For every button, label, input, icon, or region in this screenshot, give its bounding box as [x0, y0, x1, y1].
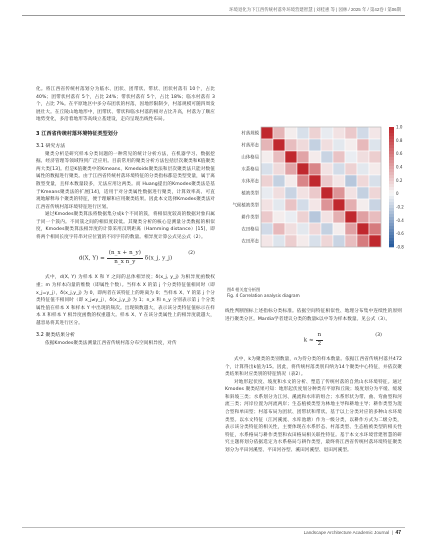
heatmap-cell: [345, 223, 357, 235]
colorbar-segment: [389, 166, 394, 169]
heatmap-cell: [273, 199, 285, 211]
formula-3-numerator: n: [316, 332, 324, 341]
colorbar-segment: [389, 130, 394, 133]
colorbar-segment: [389, 238, 394, 241]
heatmap-cell: [285, 187, 297, 199]
heatmap-cell: [297, 151, 309, 163]
heatmap-cell: [321, 163, 333, 175]
colorbar-segment: [389, 202, 394, 205]
formula-2-fraction: [107, 250, 143, 266]
colorbar-segment: [389, 181, 394, 184]
page-footer: Landscape Architecture Academic Journal | 47: [303, 530, 401, 536]
heatmap-row-label: 气候植被类型: [232, 203, 259, 209]
heatmap-cell: [345, 175, 357, 187]
heatmap-row-label: 耕作类型: [241, 215, 259, 221]
heatmap-cell: [333, 187, 345, 199]
heatmap-cell: [261, 127, 273, 139]
heatmap-cell: [333, 235, 345, 247]
colorbar-segment: [389, 196, 394, 199]
paragraph-3-2: 依据Kmodes聚类法测量江西省传统村落分布空间相异度，对传: [45, 340, 177, 346]
heatmap-cell: [321, 199, 333, 211]
heatmap-cell: [297, 223, 309, 235]
heatmap-cell: [321, 223, 333, 235]
formula-3-denominator: 2: [317, 340, 322, 347]
colorbar-tick-label: 0.6: [396, 151, 403, 157]
journal-name: Landscape Architecture Academic Journal: [303, 530, 390, 535]
heatmap-cell: [357, 175, 369, 187]
formula-3-fraction: [316, 332, 324, 348]
heatmap-cell: [285, 127, 297, 139]
heatmap-cell: [297, 211, 309, 223]
heatmap-cell: [333, 211, 345, 223]
figure-caption-en: Fig. 4 Correlation analysis diagram: [227, 293, 300, 298]
heatmap-cell: [261, 151, 273, 163]
heatmap-cell: [285, 175, 297, 187]
heatmap-cell: [297, 199, 309, 211]
heatmap-cell: [309, 127, 321, 139]
heatmap-cell: [273, 223, 285, 235]
page-number: 47: [395, 530, 401, 536]
heatmap-cell: [273, 151, 285, 163]
colorbar-segment: [389, 184, 394, 187]
heatmap-cell: [261, 187, 273, 199]
colorbar-segment: [389, 160, 394, 163]
heatmap-cell: [369, 139, 381, 151]
formula-2-denominator: n_x n_y: [114, 258, 136, 265]
heatmap-cell: [321, 187, 333, 199]
heatmap-cell: [333, 127, 345, 139]
colorbar-segment: [389, 133, 394, 136]
heatmap-cell: [321, 175, 333, 187]
heatmap-cell: [369, 223, 381, 235]
heatmap-cell: [321, 139, 333, 151]
heatmap-row-label: 农田格局: [241, 227, 259, 233]
colorbar-segment: [389, 136, 394, 139]
colorbar-segment: [389, 211, 394, 214]
heatmap-cell: [273, 127, 285, 139]
colorbar-segment: [389, 229, 394, 232]
heatmap-cell: [297, 187, 309, 199]
heatmap-cell: [297, 127, 309, 139]
heatmap-cell: [369, 211, 381, 223]
footer-rule: [22, 527, 405, 528]
heatmap-cell: [273, 211, 285, 223]
colorbar-tick-label: 0.4: [396, 164, 403, 170]
heatmap-cell: [285, 163, 297, 175]
heatmap-cell: [309, 175, 321, 187]
colorbar-tick-label: -0.6: [396, 231, 404, 237]
heatmap-cell: [285, 139, 297, 151]
heatmap-cell: [285, 151, 297, 163]
heatmap-cell: [345, 187, 357, 199]
heatmap-cell: [273, 139, 285, 151]
colorbar-tick-label: -0.2: [396, 204, 404, 210]
figure-4: [223, 121, 403, 286]
colorbar-segment: [389, 193, 394, 196]
colorbar-segment: [389, 151, 394, 154]
heatmap-cell: [333, 163, 345, 175]
figure-caption-cn: 图4 相关度分析图: [227, 287, 261, 292]
heatmap-row-label: 农田形态: [241, 239, 259, 245]
formula-2-rhs: δ(x_j, y_j): [144, 255, 173, 262]
heatmap-cell: [357, 151, 369, 163]
right-column: [225, 308, 402, 454]
section-3-title: 3 江西省传统村落环境特征类型划分: [36, 130, 118, 137]
heatmap-cell: [369, 127, 381, 139]
heatmap-cell: [333, 223, 345, 235]
colorbar-segment: [389, 148, 394, 151]
section-3-2-title: 3.2 聚类结果分析: [36, 333, 75, 339]
heatmap-cell: [321, 235, 333, 247]
colorbar-segment: [389, 187, 394, 190]
heatmap-cell: [357, 211, 369, 223]
heatmap-cell: [261, 235, 273, 247]
formula-3-lhs: k ≈: [303, 337, 314, 344]
heatmap-cell: [345, 199, 357, 211]
colorbar-segment: [389, 178, 394, 181]
formula-2: [36, 241, 215, 274]
formula-2-lhs: d(X, Y) =: [78, 255, 105, 262]
heatmap-cell: [345, 211, 357, 223]
heatmap-cell: [357, 235, 369, 247]
heatmap-cell: [261, 163, 273, 175]
colorbar-segment: [389, 190, 394, 193]
heatmap-cell: [369, 235, 381, 247]
heatmap-cell: [321, 151, 333, 163]
heatmap-cell: [357, 139, 369, 151]
figure-4-caption: [227, 287, 300, 299]
colorbar-segment: [389, 217, 394, 220]
heatmap-cell: [261, 175, 273, 187]
section-3-1-title: 3.1 研究方法: [36, 144, 66, 150]
heatmap-cell: [261, 223, 273, 235]
paragraph-r2: 式中，k为聚类的类别数量，n为待分类的样本数量。依据江西省传统村落共472个，计算得出k值为15。因此，将传统村落类别归纳为14个聚类中心特征，并依次聚类结果和对应类别的特征情况（表2）。: [225, 357, 402, 378]
colorbar-segment: [389, 169, 394, 172]
left-column: [36, 86, 215, 347]
heatmap-cell: [369, 151, 381, 163]
formula-2-number: (2): [188, 251, 195, 257]
running-header: 环境退化为下江西传统村落外环境营建智慧 | 刘桂惠 等 | 园林 / 2025 年 / 第42卷 / 第06期: [229, 7, 401, 12]
heatmap-cell: [285, 235, 297, 247]
heatmap-row-label: 水体形态: [241, 179, 259, 185]
colorbar-segment: [389, 127, 394, 130]
colorbar-segment: [389, 232, 394, 235]
heatmap-cell: [333, 199, 345, 211]
heatmap-cell: [345, 163, 357, 175]
heatmap-cell: [333, 151, 345, 163]
paragraph-top: 化。将江西省传统村落划分为临水、团状、团带状、带状、团状村落有 10个，占比 40%；团带状村落有 5个，占比 24%；带状村落有 5个，占比 18%；临水村落有 3个，占比 7%。在平原地区中多分布团状的村落，因地形限制少，村落规模可随四周发展壮大。在丘陵山地地形中，团带状、带状和临水村落的相对占比升高，村落为了顺应地势变化，多沿着地形等高线立基建设，走向呈现出线性布局。: [36, 87, 215, 123]
colorbar-segment: [389, 145, 394, 148]
heatmap-cell: [369, 163, 381, 175]
heatmap-cell: [273, 187, 285, 199]
colorbar-segment: [389, 157, 394, 160]
heatmap-cell: [297, 139, 309, 151]
heatmap-cell: [309, 223, 321, 235]
colorbar-tick-label: 0.8: [396, 137, 403, 143]
heatmap-row-label: 山体格局: [241, 155, 259, 161]
heatmap-cell: [285, 223, 297, 235]
heatmap-cell: [345, 127, 357, 139]
heatmap-cell: [345, 139, 357, 151]
paragraph-r3: 对地形起伏度、坡度和水文的分析、塑造了传统村落的自然山水环境特征。通过 Kmodes 聚类结果可知：地形起伏度划分种类有平原和丘陵；坡度划分为平缓、缓坡和斜坡三类；水系划分为江河、溪流和水库的组合；水系形状为带、曲、弯曲型和河流三类；河岸位置为河流两岸；生态植被类型为林地主导和耕地主导；耕作类型为混合型和单田型；村落布局为团状、团带状和带状。基于以上分类对应的多种山水环境类型。以水文特征（江河溪流、水库池塘）作为一级分类，以耕作方式为二级分类，表示该分类特征的相关性，主要体现在水系形态、村落类型、生态植被类型的相关性特征，水系格局与耕作类型和农田格局相关联性特征。基于本文水环境营建智慧的研究主题将划分依据选定为水系格局与耕作类型，最终将江西省传统村落环境特征聚类划分为平田河溪型、平田河谷型、溪田河溪型、退田河溪型。: [225, 379, 402, 453]
heatmap-row-label: 村落形态: [241, 143, 259, 149]
colorbar-segment: [389, 226, 394, 229]
colorbar-segment: [389, 205, 394, 208]
heatmap-cell: [261, 199, 273, 211]
header-rule: [22, 15, 405, 16]
heatmap-cell: [321, 127, 333, 139]
colorbar-segment: [389, 235, 394, 238]
colorbar-tick-label: 1.0: [396, 124, 403, 130]
colorbar-segment: [389, 139, 394, 142]
heatmap-cell: [357, 223, 369, 235]
formula-3-number: (3): [375, 333, 382, 339]
heatmap-cell: [261, 211, 273, 223]
colorbar-tick-label: 0.2: [396, 177, 403, 183]
colorbar-segment: [389, 208, 394, 211]
heatmap-cell: [357, 187, 369, 199]
heatmap-cell: [273, 235, 285, 247]
heatmap-cell: [369, 175, 381, 187]
heatmap-cell: [357, 163, 369, 175]
colorbar-segment: [389, 172, 394, 175]
heatmap-cell: [357, 199, 369, 211]
heatmap-cell: [369, 187, 381, 199]
colorbar-tick-label: -0.8: [396, 244, 404, 250]
paragraph-r1: 线性判断图标上述指标分类标准。依据空间特征相似性、地理分布集中连续性的原则进行聚类分区。Mardia学者建议分类的数量k以中等为样本数量。见公式（3）。: [225, 309, 402, 322]
heatmap-row-label: 村落规模: [241, 131, 259, 137]
heatmap-cell: [273, 175, 285, 187]
colorbar-segment: [389, 223, 394, 226]
heatmap-cell: [261, 139, 273, 151]
colorbar-tick-label: 0: [396, 191, 399, 197]
heatmap-cell: [309, 199, 321, 211]
heatmap-row-label: 水系格局: [241, 167, 259, 173]
colorbar-segment: [389, 199, 394, 202]
colorbar-segment: [389, 154, 394, 157]
heatmap-cell: [309, 211, 321, 223]
heatmap-cell: [273, 163, 285, 175]
colorbar-segment: [389, 244, 394, 247]
paragraph-3-1-b: 通过Kmodes聚类算法将数据集分成k个不同的簇，将相似度较高的数据对象归属于同一个簇内。不同簇之间的相似度较低。其聚类分析的核心是测量分类数据的相似度，Kmodes聚类算法相异度的计算采用汉明距离（Hamming distance）[15]，即将两个相同长度字符串对应位置的不同字符的数量。相异度计算公式见公式（2）。: [36, 212, 215, 240]
colorbar-segment: [389, 220, 394, 223]
formula-2-numerator: (n_x + n_y): [107, 250, 143, 259]
heatmap-cell: [345, 235, 357, 247]
colorbar-segment: [389, 163, 394, 166]
heatmap-cell: [357, 127, 369, 139]
heatmap-cell: [309, 139, 321, 151]
heatmap-cell: [309, 235, 321, 247]
heatmap-cell: [297, 175, 309, 187]
heatmap-cell: [333, 139, 345, 151]
heatmap-cell: [321, 211, 333, 223]
heatmap-cell: [345, 151, 357, 163]
heatmap-cell: [285, 211, 297, 223]
heatmap-cell: [309, 151, 321, 163]
heatmap-cell: [333, 175, 345, 187]
heatmap-cell: [285, 199, 297, 211]
paragraph-3-1-c: 式中，d(X, Y) 为样本 X 和 Y 之间的总体相异度；δ(x_j, y_j) 为相异度函数权重；m 为样本向量的维数（即属性个数）。当样本 X 的第 j 个分类特征值相同时（即 x_j=y_j），δ(x_j,y_j) 为 0，即两者在该特征上的距离为 0；当样本 X、Y 的第 j 个分类特征值不相同时（即 x_j≠y_j），δ(x_j,y_j) 为 1；n_x 和 n_y 分别表示第 j 个分类属性值在样本 X 和样本 Y 中出现的频次。出现频数越大，表示该分类特征值标示在样本 X 和样本 Y 相异度函数的权重越大。样本 X、Y 在该分类属性上的相异度就越大，越容易将其进行区分。: [36, 275, 215, 326]
colorbar-segment: [389, 142, 394, 145]
colorbar-segment: [389, 214, 394, 217]
colorbar-segment: [389, 175, 394, 178]
formula-3: [225, 323, 402, 356]
correlation-heatmap: [223, 121, 403, 286]
paragraph-3-1-a: 聚类分析是研究样本分类问题的一种常见的统计分析方法，在机器学习、数据挖掘、经济管理等领域得到广泛应用。目前常用的聚类分析方法包括层次聚类和K值聚类两大类[13]。但是K值聚类中的Kmeans、Kmedoids聚类法和层次聚类法只能对数值属性的数据进行聚类。由于江西省传统村落环境特征的分类指标都是类型变量，属于离散型变量，且样本数量较多，无法应用这两类。而 Huang提出的Kmodes聚类法是基于Kmeans聚类法的扩展[14]，适用于对分类属性数据进行聚类，计算效率高、可直观地解释每个聚类的特征，便于理解和应用聚类结果。因此本文选择Kmodes聚类法对江西省传统村落环境特征进行区划。: [36, 151, 215, 210]
heatmap-cell: [309, 163, 321, 175]
colorbar-tick-label: -0.4: [396, 217, 404, 223]
colorbar-segment: [389, 241, 394, 244]
heatmap-row-label: 植被类型: [241, 191, 259, 197]
heatmap-cell: [297, 163, 309, 175]
heatmap-cell: [369, 199, 381, 211]
heatmap-cell: [309, 187, 321, 199]
heatmap-cell: [297, 235, 309, 247]
